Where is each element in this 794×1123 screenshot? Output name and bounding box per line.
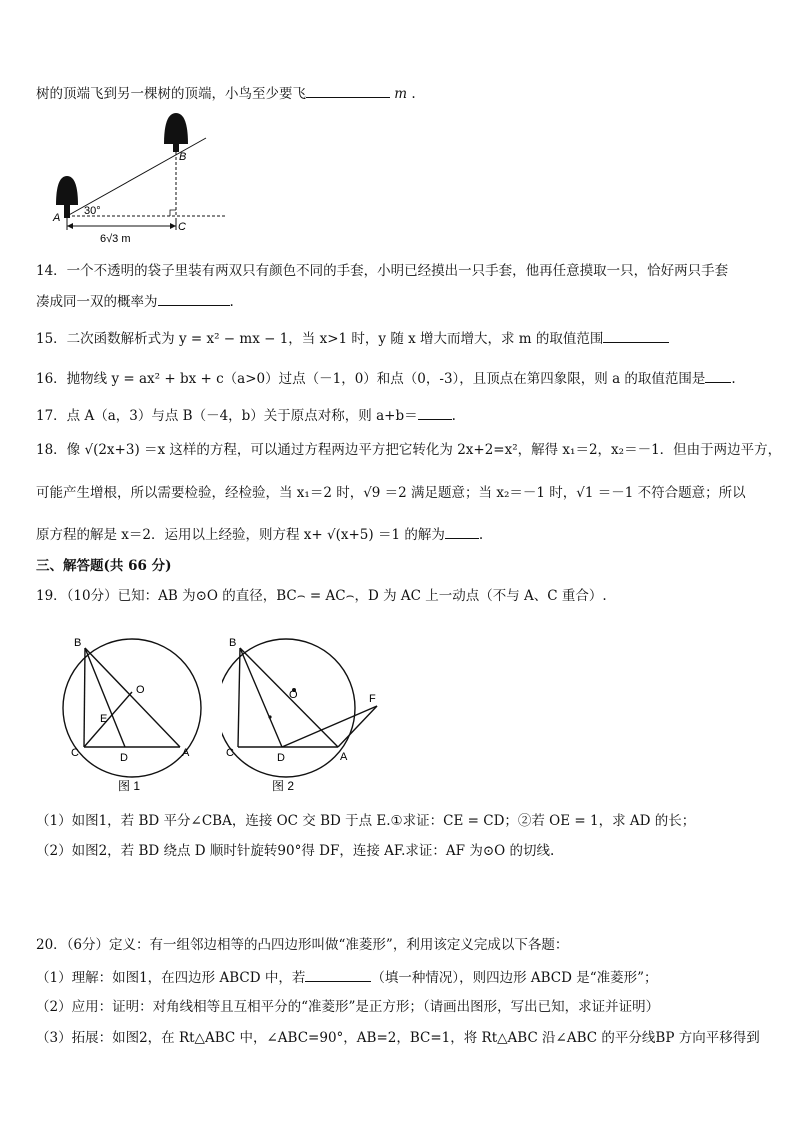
fig2-O: O	[289, 689, 298, 701]
q20-blank	[305, 967, 371, 982]
q14-blank	[158, 291, 230, 306]
q18-blank	[445, 524, 479, 539]
arrow-right	[170, 223, 176, 229]
fig2-A: A	[340, 751, 348, 763]
q20-part1	[36, 967, 658, 987]
fig1-E: E	[100, 713, 108, 725]
fig1-A: A	[182, 747, 190, 759]
q19-figure1	[58, 630, 218, 800]
label-C: C	[178, 221, 186, 233]
q20-part1-a: （1）理解：如图1，在四边形 ABCD 中，若	[36, 970, 306, 986]
q19-part1: （1）如图1，若 BD 平分∠CBA，连接 OC 交 BD 于点 E.①求证：CE = CD；②若 OE = 1，求 AD 的长；	[36, 813, 696, 829]
q20-part3: （3）拓展：如图2，在 Rt△ABC 中，∠ABC=90°，AB=2，BC=1，将 Rt△ABC 沿∠ABC 的平分线BP 方向平移得到	[36, 1030, 760, 1046]
right-angle-mark	[170, 210, 176, 216]
fig1-D: D	[120, 752, 128, 764]
q13-blank	[306, 83, 390, 98]
q16-blank	[705, 368, 731, 383]
q14-tail: .	[229, 294, 234, 310]
q20-part2: （2）应用：证明：对角线相等且互相平分的“准菱形”是正方形；（请画出图形，写出已知，求证并证明）	[36, 999, 660, 1015]
fig1-C: C	[71, 747, 79, 759]
label-angle: 30°	[84, 205, 101, 217]
arrow-left	[67, 223, 73, 229]
q13-stem: 树的顶端飞到另一棵树的顶端，小鸟至少要飞	[36, 86, 306, 102]
label-distance: 6√3 m	[100, 233, 131, 245]
fig1-O: O	[136, 684, 145, 696]
q18-line1: 18．像 √(2x+3) ＝x 这样的方程，可以通过方程两边平方把它转化为 2x+2=x²，解得 x₁＝2，x₂＝－1．但由于两边平方，	[36, 442, 782, 458]
q14-line1: 14．一个不透明的袋子里装有两双只有颜色不同的手套，小明已经摸出一只手套，他再任意摸取一只，恰好两只手套	[36, 263, 729, 279]
q19-part2: （2）如图2，若 BD 绕点 D 顺时针旋转90°得 DF，连接 AF.求证：AF 为⊙O 的切线.	[36, 843, 555, 859]
q14-line2	[36, 291, 234, 311]
q16-line	[36, 368, 736, 388]
q14-stem: 凑成同一双的概率为	[36, 294, 158, 310]
fig2-B: B	[229, 637, 237, 649]
q15-stem: 15．二次函数解析式为 y = x² − mx − 1，当 x>1 时，y 随 x 增大而增大，求 m 的取值范围	[36, 331, 604, 347]
q18-line2: 可能产生增根，所以需要检验，经检验，当 x₁＝2 时，√9 ＝2 满足题意；当 x₂＝－1 时，√1 ＝－1 不符合题意；所以	[36, 485, 746, 501]
q17-stem: 17．点 A（a，3）与点 B（－4，b）关于原点对称，则 a+b＝	[36, 408, 418, 424]
fig2-C: C	[226, 747, 234, 759]
q13-tail: .	[411, 86, 416, 102]
fig1-B: B	[74, 637, 82, 649]
fig2-circle	[222, 639, 355, 777]
q13-figure	[48, 108, 238, 248]
q19-stem: 19．（10分）已知：AB 为⊙O 的直径，BC⌢ = AC⌢，D 为 AC 上一动点（不与 A、C 重合）.	[36, 588, 607, 604]
q15-blank	[603, 328, 669, 343]
q15-line	[36, 328, 669, 348]
q20-stem: 20．（6分）定义：有一组邻边相等的凸四边形叫做“准菱形”，利用该定义完成以下各题：	[36, 937, 569, 953]
q18-tail: .	[478, 527, 484, 543]
label-A: A	[53, 212, 61, 224]
q18-stem: 原方程的解是 x＝2．运用以上经验，则方程 x+ √(x+5) ＝1 的解为	[36, 527, 445, 543]
q20-part1-b: （填一种情况），则四边形 ABCD 是“准菱形”；	[371, 970, 658, 986]
right-tree-crown	[164, 113, 188, 144]
section-title: 三、解答题(共 66 分)	[36, 558, 172, 574]
q18-line3	[36, 524, 483, 544]
fig1-caption: 图 1	[118, 779, 141, 793]
q17-blank	[418, 405, 452, 420]
label-B: B	[179, 151, 187, 163]
q13-unit: m	[394, 86, 408, 102]
fig2-D: D	[277, 752, 285, 764]
q17-line	[36, 405, 456, 425]
fig2-caption: 图 2	[272, 779, 295, 793]
q17-tail: .	[451, 408, 456, 424]
fig2-F: F	[369, 693, 376, 705]
q16-tail: .	[731, 371, 736, 387]
q13-text	[36, 83, 416, 103]
q16-stem: 16．抛物线 y = ax² + bx + c（a>0）过点（－1，0）和点（0，-3），且顶点在第四象限，则 a 的取值范围是	[36, 371, 706, 387]
q19-figure2	[222, 630, 392, 800]
left-tree-crown	[56, 176, 78, 205]
